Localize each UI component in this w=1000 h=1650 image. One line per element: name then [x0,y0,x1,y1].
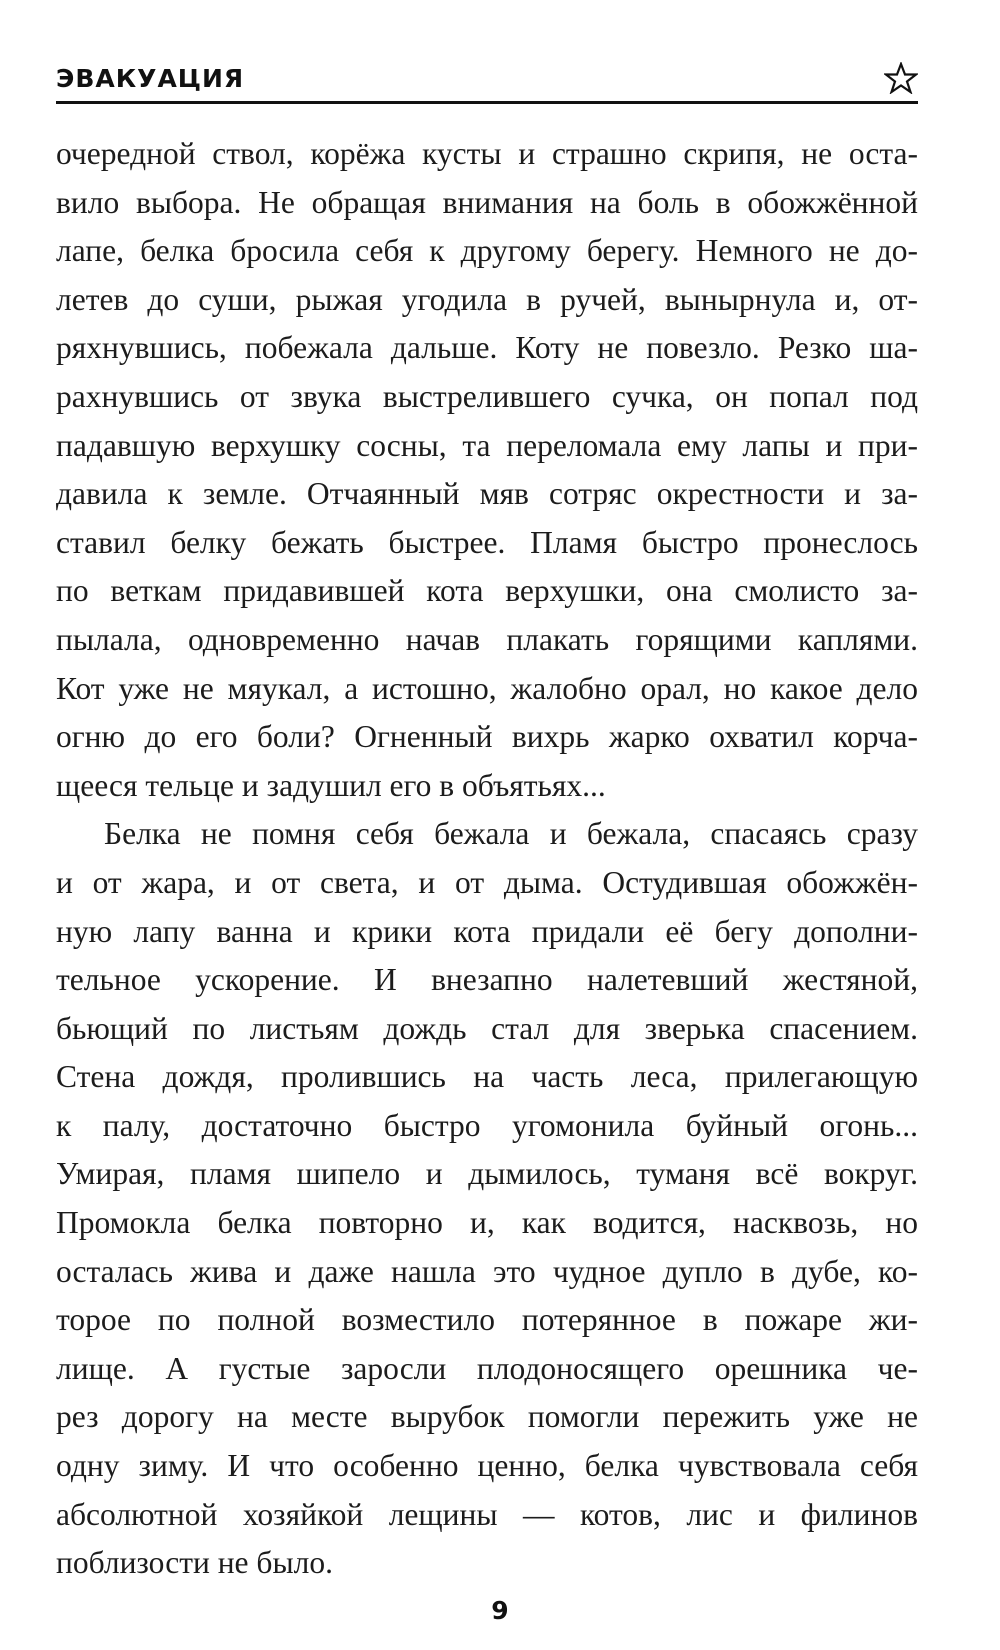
star-icon [884,62,918,94]
text-line: торое по полной возместило потерянное в пожаре жи- [56,1302,918,1338]
text-line: ную лапу ванна и крики кота придали её бегу дополни- [56,913,918,949]
text-line: одну зиму. И что особенно ценно, белка чувствовала себя [56,1448,918,1484]
text-line: Стена дождя, пролившись на часть леса, прилегающую [56,1059,918,1095]
text-line: поблизости не было. [56,1545,333,1581]
text-line: рахнувшись от звука выстрелившего сучка, он попал под [56,378,918,414]
header-rule [56,101,918,104]
text-line: лапе, белка бросила себя к другому берегу. Немного не до- [56,233,918,269]
text-line: Кот уже не мяукал, а истошно, жалобно орал, но какое дело [56,670,918,706]
text-line: рез дорогу на месте вырубок помогли пережить уже не [56,1399,918,1435]
text-line: огню до его боли? Огненный вихрь жарко охватил корча- [56,719,918,755]
text-line: очередной ствол, корёжа кусты и страшно скрипя, не оста- [56,136,918,171]
text-line: Умирая, пламя шипело и дымилось, туманя всё вокруг. [56,1156,918,1192]
running-head [56,62,918,98]
text-line: вило выбора. Не обращая внимания на боль в обожжённой [56,184,918,220]
text-line: к палу, достаточно быстро угомонила буйный огонь... [56,1107,918,1143]
page-number: 9 [491,1596,509,1625]
text-line: и от жара, и от света, и от дыма. Остудившая обожжён- [56,864,918,900]
text-line: тельное ускорение. И внезапно налетевший жестяной, [56,962,918,998]
text-line: Промокла белка повторно и, как водится, насквозь, но [56,1205,918,1241]
text-line: осталась жива и даже нашла это чудное дупло в дубе, ко- [56,1253,918,1289]
text-line: пылала, одновременно начав плакать горящими каплями. [56,621,918,657]
text-line: падавшую верхушку сосны, та переломала ему лапы и при- [56,427,918,463]
text-line: Белка не помня себя бежала и бежала, спасаясь сразу [104,816,918,852]
body-text [56,130,918,1588]
text-line: давила к земле. Отчаянный мяв сотряс окрестности и за- [56,476,918,512]
chapter-title: ЭВАКУАЦИЯ [56,64,245,93]
text-line: щееся тельце и задушил его в объятьях... [56,767,606,803]
text-line: бьющий по листьям дождь стал для зверька спасением. [56,1010,918,1046]
text-line: лище. А густые заросли плодоносящего орешника че- [56,1350,918,1386]
text-line: абсолютной хозяйкой лещины — котов, лис и филинов [56,1496,918,1532]
text-line: ряхнувшись, побежала дальше. Коту не повезло. Резко ша- [56,330,918,366]
text-line: по веткам придавившей кота верхушки, она смолисто за- [56,573,918,609]
text-line: летев до суши, рыжая угодила в ручей, вынырнула и, от- [56,281,918,317]
text-line: ставил белку бежать быстрее. Пламя быстро пронеслось [56,524,918,560]
